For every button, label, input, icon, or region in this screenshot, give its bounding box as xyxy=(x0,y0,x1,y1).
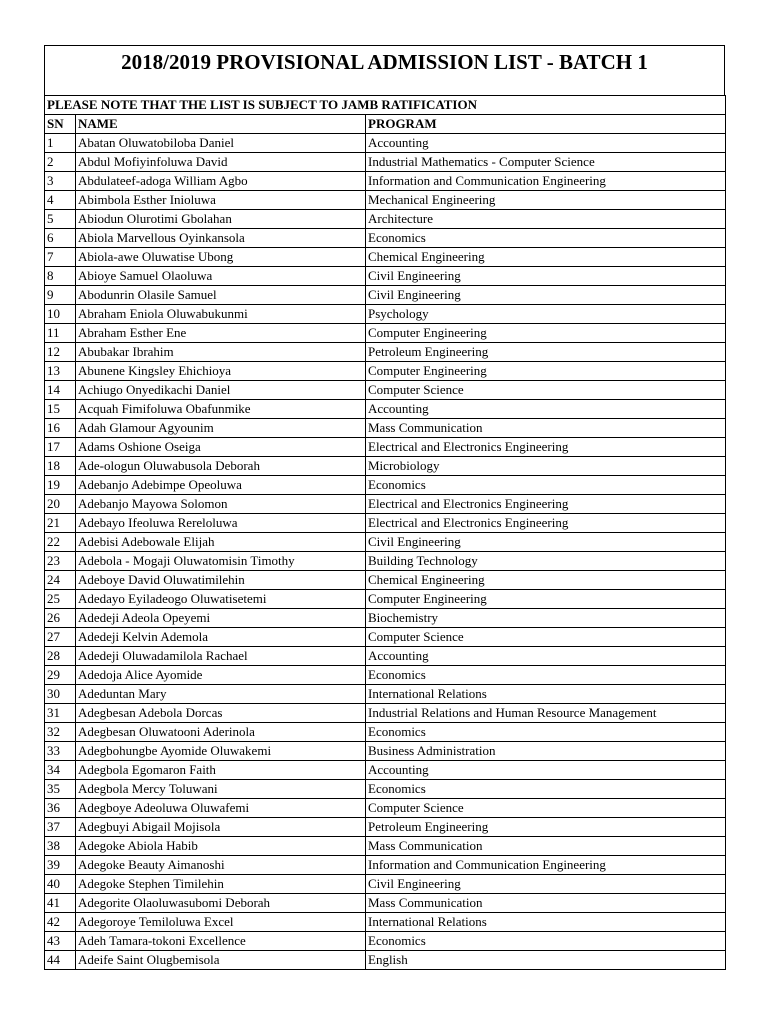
row-name: Adegorite Olaoluwasubomi Deborah xyxy=(76,894,366,913)
row-sn: 35 xyxy=(45,780,76,799)
row-sn: 42 xyxy=(45,913,76,932)
column-header-program: PROGRAM xyxy=(366,115,726,134)
table-row xyxy=(45,666,726,685)
row-program: Business Administration xyxy=(366,742,726,761)
row-sn: 4 xyxy=(45,191,76,210)
row-program: Mass Communication xyxy=(366,837,726,856)
row-name: Acquah Fimifoluwa Obafunmike xyxy=(76,400,366,419)
table-row xyxy=(45,647,726,666)
table-row xyxy=(45,362,726,381)
row-name: Adegbesan Adebola Dorcas xyxy=(76,704,366,723)
row-name: Adegbesan Oluwatooni Aderinola xyxy=(76,723,366,742)
row-sn: 11 xyxy=(45,324,76,343)
row-program: Computer Engineering xyxy=(366,590,726,609)
table-row xyxy=(45,628,726,647)
document-title: 2018/2019 PROVISIONAL ADMISSION LIST - BATCH 1 xyxy=(121,50,648,74)
row-name: Adeh Tamara-tokoni Excellence xyxy=(76,932,366,951)
row-sn: 17 xyxy=(45,438,76,457)
table-row xyxy=(45,381,726,400)
row-program: Petroleum Engineering xyxy=(366,343,726,362)
table-row xyxy=(45,476,726,495)
row-program: Civil Engineering xyxy=(366,286,726,305)
row-name: Abiola-awe Oluwatise Ubong xyxy=(76,248,366,267)
table-row xyxy=(45,229,726,248)
row-program: Computer Science xyxy=(366,381,726,400)
row-program: Electrical and Electronics Engineering xyxy=(366,495,726,514)
table-row xyxy=(45,305,726,324)
table-row xyxy=(45,609,726,628)
row-sn: 19 xyxy=(45,476,76,495)
row-sn: 22 xyxy=(45,533,76,552)
row-program: Electrical and Electronics Engineering xyxy=(366,438,726,457)
ratification-note: PLEASE NOTE THAT THE LIST IS SUBJECT TO JAMB RATIFICATION xyxy=(45,96,726,115)
row-sn: 5 xyxy=(45,210,76,229)
row-program: Economics xyxy=(366,723,726,742)
note-row xyxy=(45,96,726,115)
row-name: Adebanjo Mayowa Solomon xyxy=(76,495,366,514)
row-name: Abraham Esther Ene xyxy=(76,324,366,343)
row-program: Accounting xyxy=(366,647,726,666)
row-sn: 26 xyxy=(45,609,76,628)
admission-list-sheet xyxy=(44,45,725,970)
row-sn: 43 xyxy=(45,932,76,951)
row-name: Adegoke Abiola Habib xyxy=(76,837,366,856)
row-program: Mechanical Engineering xyxy=(366,191,726,210)
table-row xyxy=(45,951,726,970)
row-sn: 41 xyxy=(45,894,76,913)
row-program: Building Technology xyxy=(366,552,726,571)
row-program: English xyxy=(366,951,726,970)
row-sn: 28 xyxy=(45,647,76,666)
row-name: Abiodun Olurotimi Gbolahan xyxy=(76,210,366,229)
row-program: Architecture xyxy=(366,210,726,229)
table-row xyxy=(45,191,726,210)
table-row xyxy=(45,286,726,305)
row-program: Psychology xyxy=(366,305,726,324)
row-name: Abraham Eniola Oluwabukunmi xyxy=(76,305,366,324)
row-sn: 10 xyxy=(45,305,76,324)
table-row xyxy=(45,856,726,875)
table-row xyxy=(45,837,726,856)
column-header-sn: SN xyxy=(45,115,76,134)
row-program: Accounting xyxy=(366,761,726,780)
row-sn: 33 xyxy=(45,742,76,761)
row-program: Information and Communication Engineering xyxy=(366,172,726,191)
table-row xyxy=(45,590,726,609)
table-row xyxy=(45,419,726,438)
row-name: Adedeji Kelvin Ademola xyxy=(76,628,366,647)
table-row xyxy=(45,932,726,951)
row-sn: 9 xyxy=(45,286,76,305)
row-name: Adegbohungbe Ayomide Oluwakemi xyxy=(76,742,366,761)
row-name: Abiola Marvellous Oyinkansola xyxy=(76,229,366,248)
row-name: Abubakar Ibrahim xyxy=(76,343,366,362)
row-program: Civil Engineering xyxy=(366,875,726,894)
row-program: Chemical Engineering xyxy=(366,571,726,590)
row-sn: 25 xyxy=(45,590,76,609)
row-sn: 20 xyxy=(45,495,76,514)
row-program: Industrial Mathematics - Computer Science xyxy=(366,153,726,172)
table-row xyxy=(45,704,726,723)
row-sn: 32 xyxy=(45,723,76,742)
row-name: Abunene Kingsley Ehichioya xyxy=(76,362,366,381)
table-row xyxy=(45,400,726,419)
row-program: Accounting xyxy=(366,400,726,419)
row-sn: 16 xyxy=(45,419,76,438)
row-name: Adams Oshione Oseiga xyxy=(76,438,366,457)
row-name: Abdul Mofiyinfoluwa David xyxy=(76,153,366,172)
row-name: Adebisi Adebowale Elijah xyxy=(76,533,366,552)
row-program: Microbiology xyxy=(366,457,726,476)
row-program: Economics xyxy=(366,666,726,685)
row-name: Abodunrin Olasile Samuel xyxy=(76,286,366,305)
row-program: Biochemistry xyxy=(366,609,726,628)
row-sn: 27 xyxy=(45,628,76,647)
row-name: Adegboye Adeoluwa Oluwafemi xyxy=(76,799,366,818)
admission-table xyxy=(44,95,726,970)
row-sn: 15 xyxy=(45,400,76,419)
table-row xyxy=(45,818,726,837)
table-row xyxy=(45,210,726,229)
row-program: Computer Engineering xyxy=(366,362,726,381)
table-row xyxy=(45,514,726,533)
row-program: Chemical Engineering xyxy=(366,248,726,267)
table-row xyxy=(45,913,726,932)
row-program: Civil Engineering xyxy=(366,533,726,552)
table-row xyxy=(45,134,726,153)
row-name: Achiugo Onyedikachi Daniel xyxy=(76,381,366,400)
row-name: Adedayo Eyiladeogo Oluwatisetemi xyxy=(76,590,366,609)
row-program: Accounting xyxy=(366,134,726,153)
table-row xyxy=(45,343,726,362)
row-program: International Relations xyxy=(366,913,726,932)
table-row xyxy=(45,533,726,552)
table-row xyxy=(45,742,726,761)
row-name: Adebola - Mogaji Oluwatomisin Timothy xyxy=(76,552,366,571)
row-name: Adegbuyi Abigail Mojisola xyxy=(76,818,366,837)
row-sn: 36 xyxy=(45,799,76,818)
admission-table-body xyxy=(45,96,726,970)
row-name: Adedoja Alice Ayomide xyxy=(76,666,366,685)
row-name: Adeduntan Mary xyxy=(76,685,366,704)
row-name: Adedeji Adeola Opeyemi xyxy=(76,609,366,628)
row-name: Adedeji Oluwadamilola Rachael xyxy=(76,647,366,666)
row-program: Electrical and Electronics Engineering xyxy=(366,514,726,533)
row-sn: 18 xyxy=(45,457,76,476)
row-name: Abioye Samuel Olaoluwa xyxy=(76,267,366,286)
table-row xyxy=(45,723,726,742)
row-sn: 21 xyxy=(45,514,76,533)
row-program: Petroleum Engineering xyxy=(366,818,726,837)
row-program: Economics xyxy=(366,229,726,248)
row-program: Computer Science xyxy=(366,628,726,647)
row-sn: 38 xyxy=(45,837,76,856)
row-sn: 2 xyxy=(45,153,76,172)
row-sn: 23 xyxy=(45,552,76,571)
row-sn: 39 xyxy=(45,856,76,875)
table-row xyxy=(45,761,726,780)
row-name: Adebayo Ifeoluwa Rereloluwa xyxy=(76,514,366,533)
table-row xyxy=(45,324,726,343)
table-row xyxy=(45,248,726,267)
row-name: Adah Glamour Agyounim xyxy=(76,419,366,438)
row-sn: 24 xyxy=(45,571,76,590)
row-name: Adeife Saint Olugbemisola xyxy=(76,951,366,970)
row-name: Adegbola Mercy Toluwani xyxy=(76,780,366,799)
table-row xyxy=(45,457,726,476)
column-header-name: NAME xyxy=(76,115,366,134)
row-sn: 29 xyxy=(45,666,76,685)
table-row xyxy=(45,153,726,172)
row-name: Adegoke Stephen Timilehin xyxy=(76,875,366,894)
row-name: Adegoroye Temiloluwa Excel xyxy=(76,913,366,932)
table-row xyxy=(45,685,726,704)
row-program: Mass Communication xyxy=(366,894,726,913)
row-name: Ade-ologun Oluwabusola Deborah xyxy=(76,457,366,476)
table-row xyxy=(45,571,726,590)
header-row xyxy=(45,115,726,134)
row-sn: 44 xyxy=(45,951,76,970)
row-sn: 8 xyxy=(45,267,76,286)
row-program: Mass Communication xyxy=(366,419,726,438)
table-row xyxy=(45,875,726,894)
table-row xyxy=(45,894,726,913)
row-sn: 7 xyxy=(45,248,76,267)
row-name: Abatan Oluwatobiloba Daniel xyxy=(76,134,366,153)
row-sn: 14 xyxy=(45,381,76,400)
row-program: Civil Engineering xyxy=(366,267,726,286)
row-program: Industrial Relations and Human Resource Management xyxy=(366,704,726,723)
row-sn: 37 xyxy=(45,818,76,837)
table-row xyxy=(45,799,726,818)
row-name: Abimbola Esther Inioluwa xyxy=(76,191,366,210)
table-row xyxy=(45,495,726,514)
row-name: Adegbola Egomaron Faith xyxy=(76,761,366,780)
row-sn: 1 xyxy=(45,134,76,153)
row-name: Adegoke Beauty Aimanoshi xyxy=(76,856,366,875)
row-sn: 30 xyxy=(45,685,76,704)
table-row xyxy=(45,172,726,191)
row-program: International Relations xyxy=(366,685,726,704)
row-sn: 40 xyxy=(45,875,76,894)
row-program: Computer Science xyxy=(366,799,726,818)
table-row xyxy=(45,267,726,286)
row-sn: 6 xyxy=(45,229,76,248)
row-program: Economics xyxy=(366,476,726,495)
row-name: Adebanjo Adebimpe Opeoluwa xyxy=(76,476,366,495)
row-name: Abdulateef-adoga William Agbo xyxy=(76,172,366,191)
table-row xyxy=(45,780,726,799)
title-cell xyxy=(44,45,725,95)
table-row xyxy=(45,552,726,571)
row-sn: 34 xyxy=(45,761,76,780)
row-sn: 13 xyxy=(45,362,76,381)
row-program: Computer Engineering xyxy=(366,324,726,343)
row-program: Information and Communication Engineering xyxy=(366,856,726,875)
row-sn: 12 xyxy=(45,343,76,362)
row-sn: 3 xyxy=(45,172,76,191)
row-program: Economics xyxy=(366,780,726,799)
row-name: Adeboye David Oluwatimilehin xyxy=(76,571,366,590)
row-program: Economics xyxy=(366,932,726,951)
row-sn: 31 xyxy=(45,704,76,723)
table-row xyxy=(45,438,726,457)
